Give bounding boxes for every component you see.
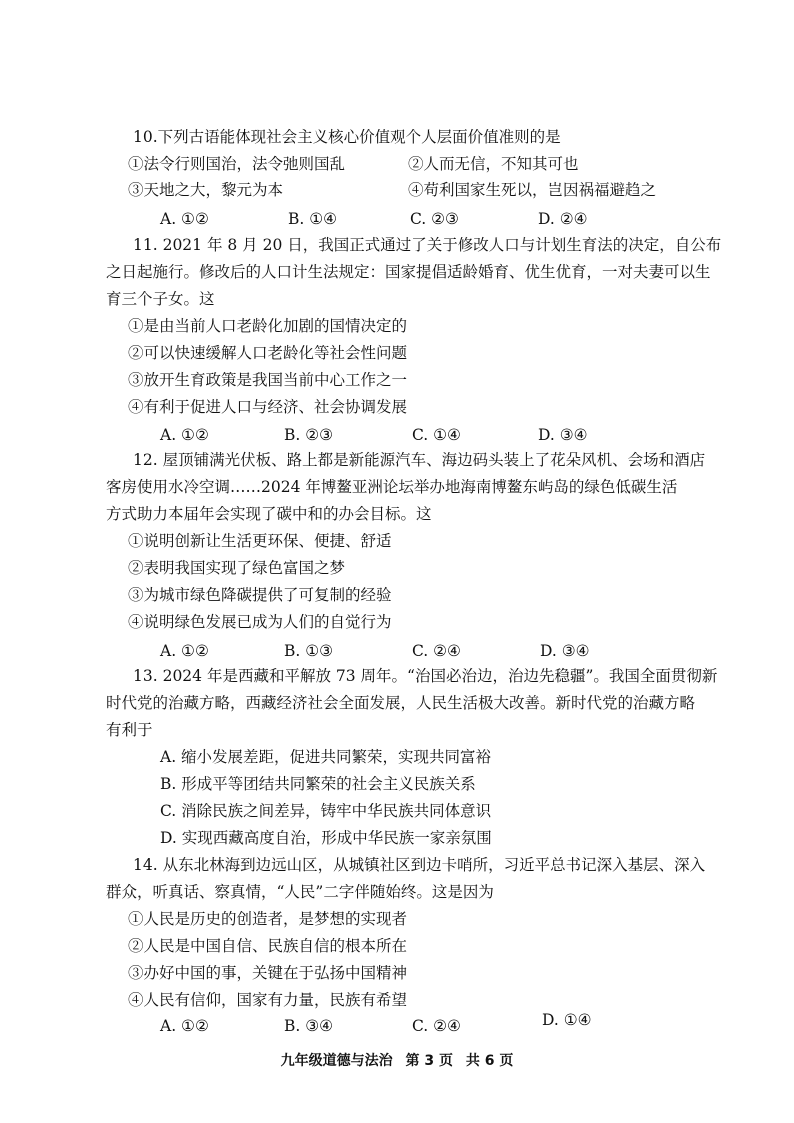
q12-statement-2: ②表明我国实现了绿色富国之梦	[128, 559, 346, 577]
q12-options	[160, 642, 720, 662]
q14-option-d: D. ①④	[542, 1011, 592, 1029]
q14-statement-1: ①人民是历史的创造者，是梦想的实现者	[128, 910, 408, 928]
page-footer	[0, 1050, 794, 1070]
q10-option-c: C. ②③	[410, 210, 459, 228]
q10-statement-3: ③天地之大，黎元为本	[128, 181, 284, 199]
q14-options	[160, 1011, 720, 1037]
q14-option-a: A. ①②	[160, 1017, 209, 1035]
q13-stem-line-1: 13. 2024 年是西藏和平解放 73 周年。“治国必治边，治边先稳疆”。我国全面贯彻新	[133, 667, 718, 685]
q12-statement-1: ①说明创新让生活更环保、便捷、舒适	[128, 532, 392, 550]
q13-option-a: A. 缩小发展差距，促进共同繁荣，实现共同富裕	[160, 748, 492, 766]
q11-stem-line-1: 11. 2021 年 8 月 20 日，我国正式通过了关于修改人口与计划生育法的决定，自公布	[133, 236, 722, 254]
q11-statement-3: ③放开生育政策是我国当前中心工作之一	[128, 371, 408, 389]
q11-statement-1: ①是由当前人口老龄化加剧的国情决定的	[128, 317, 408, 335]
q14-statement-4: ④人民有信仰，国家有力量，民族有希望	[128, 991, 408, 1009]
q11-stem-line-2: 之日起施行。修改后的人口计生法规定：国家提倡适龄婚育、优生优育，一对夫妻可以生	[106, 263, 711, 281]
q10-option-d: D. ②④	[538, 210, 588, 228]
footer-page-number: 第 3 页	[405, 1053, 453, 1069]
q14-statement-2: ②人民是中国自信、民族自信的根本所在	[128, 937, 408, 955]
q12-stem-line-1: 12. 屋顶铺满光伏板、路上都是新能源汽车、海边码头装上了花朵风机、会场和酒店	[133, 451, 706, 469]
q12-stem-line-3: 方式助力本届年会实现了碳中和的办会目标。这	[106, 505, 432, 523]
q11-statement-2: ②可以快速缓解人口老龄化等社会性问题	[128, 344, 408, 362]
q11-statement-4: ④有利于促进人口与经济、社会协调发展	[128, 398, 408, 416]
q11-option-c: C. ①④	[412, 426, 461, 444]
q11-option-d: D. ③④	[538, 426, 588, 444]
q13-option-d: D. 实现西藏高度自治，形成中华民族一家亲氛围	[160, 829, 492, 847]
q11-stem-line-3: 育三个子女。这	[106, 290, 215, 308]
footer-subject: 九年级道德与法治	[280, 1053, 393, 1069]
q10-statement-1: ①法令行则国治，法令弛则国乱	[128, 155, 346, 173]
q11-option-b: B. ②③	[284, 426, 334, 444]
q12-option-a: A. ①②	[160, 642, 209, 660]
footer-total-pages: 共 6 页	[465, 1053, 514, 1069]
q11-option-a: A. ①②	[160, 426, 209, 444]
q10-statement-2: ②人而无信，不知其可也	[408, 155, 579, 173]
q13-stem-line-2: 时代党的治藏方略，西藏经济社会全面发展，人民生活极大改善。新时代党的治藏方略	[106, 694, 696, 712]
q10-options	[160, 210, 720, 230]
q14-stem-line-2: 群众，听真话、察真情，“人民”二字伴随始终。这是因为	[106, 883, 494, 901]
q10-statement-4: ④苟利国家生死以，岂因祸福避趋之	[408, 181, 657, 199]
q14-option-c: C. ②④	[412, 1017, 461, 1035]
q12-statement-3: ③为城市绿色降碳提供了可复制的经验	[128, 586, 392, 604]
q12-option-c: C. ②④	[412, 642, 461, 660]
q14-stem-line-1: 14. 从东北林海到边远山区，从城镇社区到边卡哨所，习近平总书记深入基层、深入	[133, 856, 706, 874]
q10-option-b: B. ①④	[288, 210, 338, 228]
q12-statement-4: ④说明绿色发展已成为人们的自觉行为	[128, 613, 392, 631]
q14-statement-3: ③办好中国的事，关键在于弘扬中国精神	[128, 964, 408, 982]
q10-stem: 10.下列古语能体现社会主义核心价值观个人层面价值准则的是	[133, 128, 561, 146]
q13-stem-line-3: 有利于	[106, 721, 153, 739]
q10-option-a: A. ①②	[160, 210, 209, 228]
q13-option-b: B. 形成平等团结共同繁荣的社会主义民族关系	[160, 775, 476, 793]
q14-option-b: B. ③④	[284, 1017, 334, 1035]
q12-option-b: B. ①③	[284, 642, 334, 660]
q12-stem-line-2: 客房使用水冷空调……2024 年博鳌亚洲论坛举办地海南博鳌东屿岛的绿色低碳生活	[106, 478, 678, 496]
q12-option-d: D. ③④	[540, 642, 590, 660]
q11-options	[160, 426, 720, 446]
q13-option-c: C. 消除民族之间差异，铸牢中华民族共同体意识	[160, 802, 492, 820]
